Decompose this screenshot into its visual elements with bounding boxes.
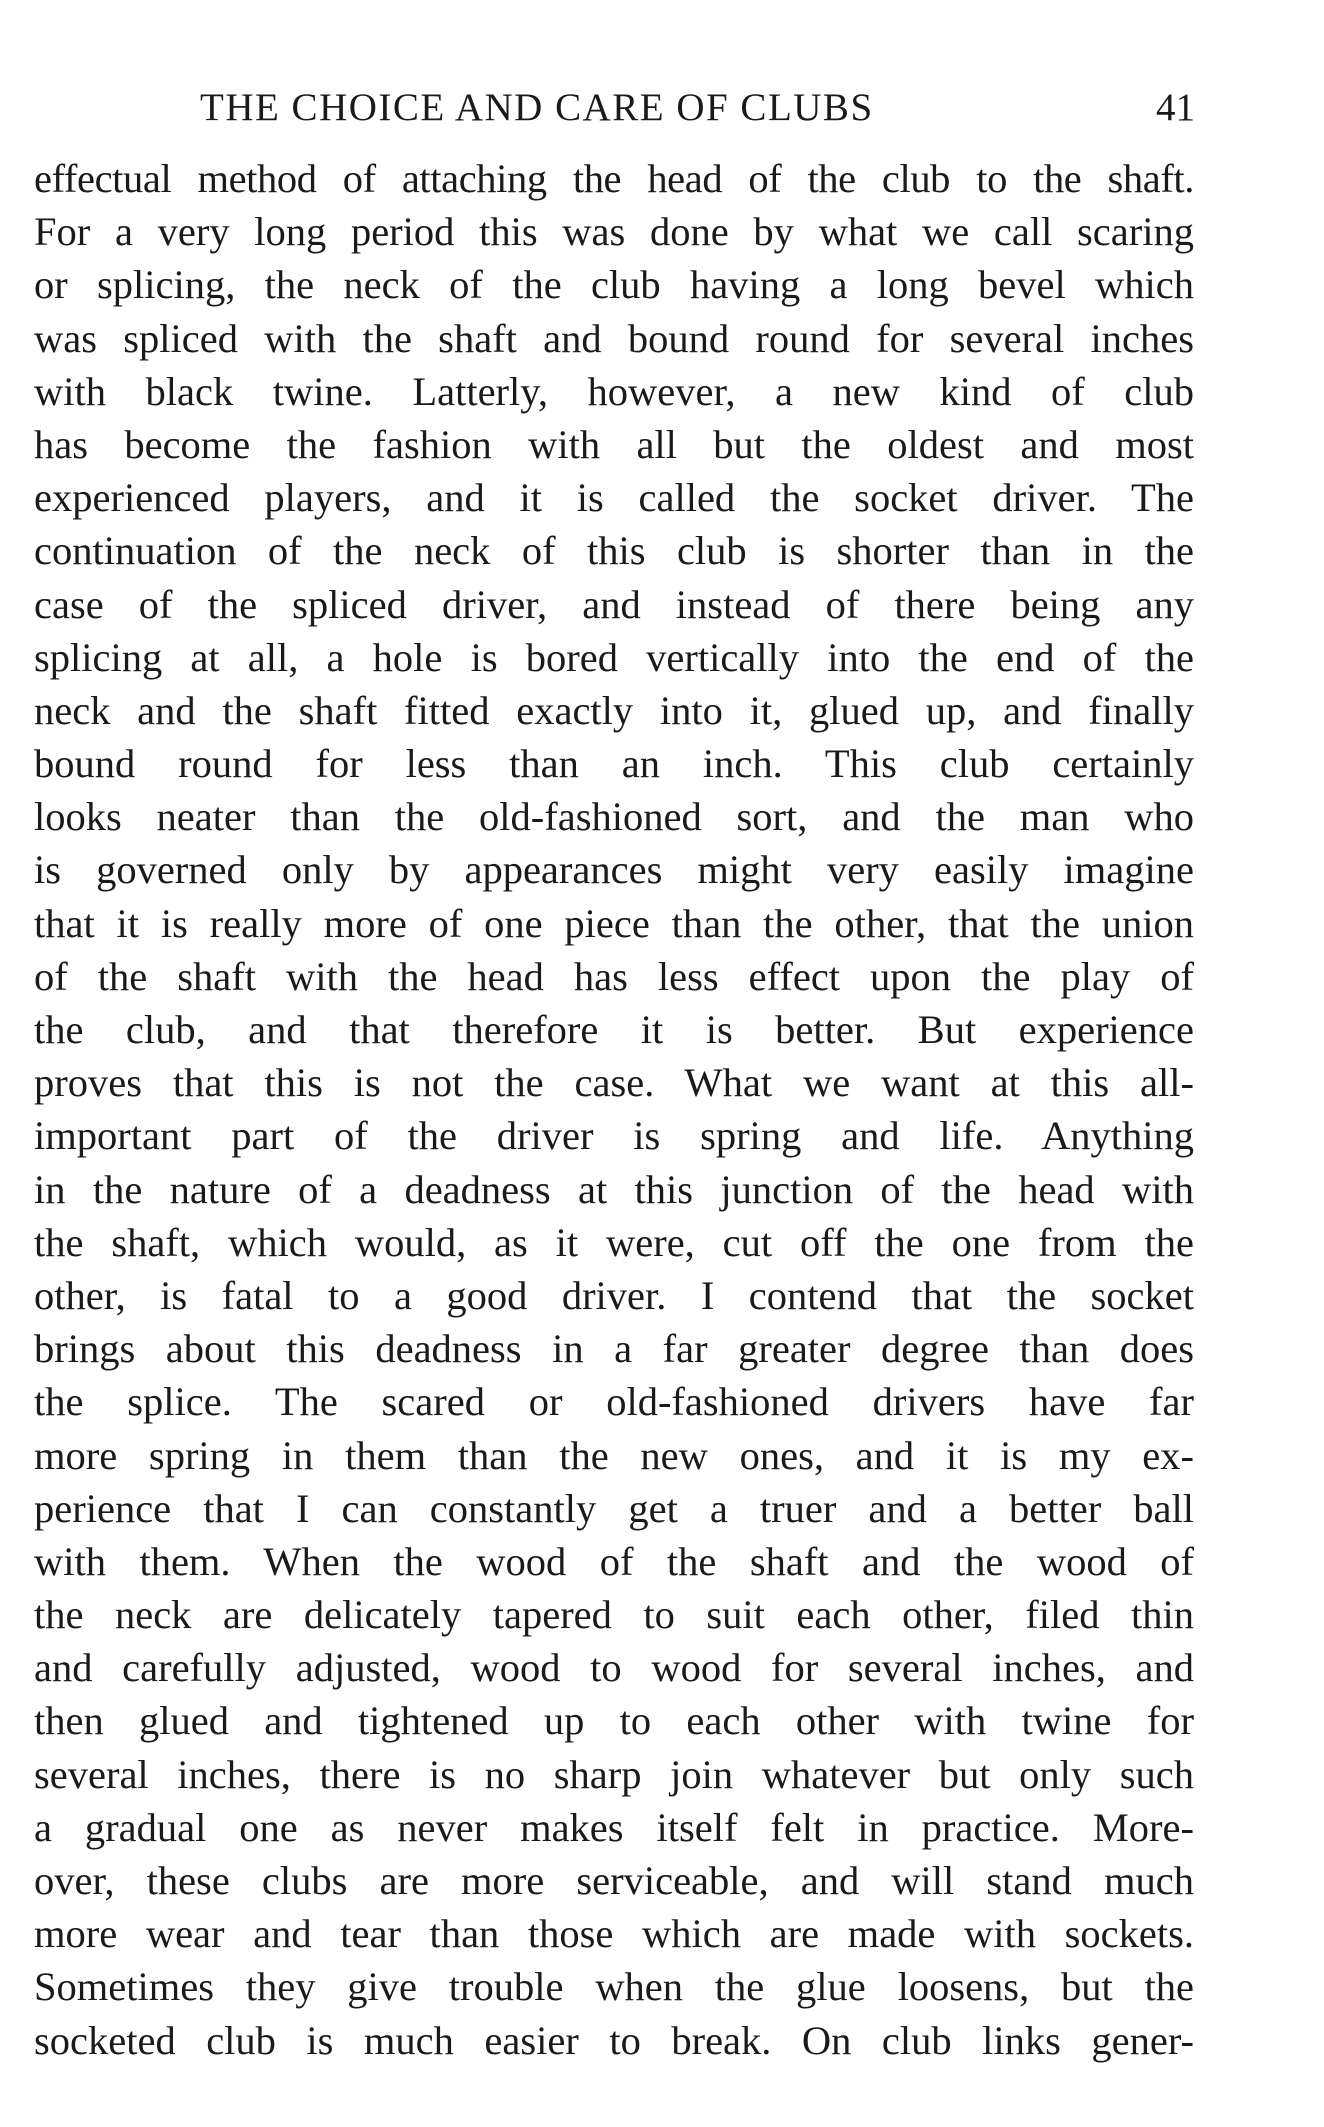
page-number: 41 xyxy=(1156,86,1195,129)
text-line: perience that I can constantly get a truer and a better ball xyxy=(34,1485,1194,1531)
text-line: the neck are delicately tapered to suit each other, filed thin xyxy=(34,1592,1194,1638)
text-line: has become the fashion with all but the oldest and most xyxy=(34,421,1194,467)
text-line: with black twine. Latterly, however, a new kind of club xyxy=(34,368,1194,414)
text-line: other, is fatal to a good driver. I contend that the socket xyxy=(34,1272,1194,1318)
text-line: proves that this is not the case. What we want at this all- xyxy=(34,1060,1194,1106)
text-line: with them. When the wood of the shaft and the wood of xyxy=(34,1538,1194,1584)
text-line: important part of the driver is spring and life. Anything xyxy=(34,1113,1194,1159)
text-line: effectual method of attaching the head of the club to the shaft. xyxy=(34,156,1194,201)
text-line: the club, and that therefore it is better. But experience xyxy=(34,1007,1194,1052)
text-line: is governed only by appearances might very easily imagine xyxy=(34,847,1194,893)
text-line: Sometimes they give trouble when the glue loosens, but the xyxy=(34,1964,1194,2010)
running-head xyxy=(200,78,1195,138)
body-text xyxy=(34,152,1194,2067)
text-line: the shaft, which would, as it were, cut off the one from the xyxy=(34,1219,1194,1265)
text-line: For a very long period this was done by what we call scaring xyxy=(34,209,1194,255)
text-line: continuation of the neck of this club is shorter than in the xyxy=(34,528,1194,574)
text-line: or splicing, the neck of the club having a long bevel which xyxy=(34,262,1194,308)
text-line: in the nature of a deadness at this junction of the head with xyxy=(34,1166,1194,1212)
text-line: and carefully adjusted, wood to wood for several inches, and xyxy=(34,1645,1194,1691)
text-line: bound round for less than an inch. This club certainly xyxy=(34,741,1194,787)
text-line: case of the spliced driver, and instead of there being any xyxy=(34,581,1194,627)
text-line: over, these clubs are more serviceable, and will stand much xyxy=(34,1858,1194,1903)
text-line: socketed club is much easier to break. On club links gener- xyxy=(34,2017,1194,2063)
text-line: a gradual one as never makes itself felt in practice. More- xyxy=(34,1804,1194,1850)
text-line: then glued and tightened up to each other with twine for xyxy=(34,1698,1194,1744)
text-line: more spring in them than the new ones, and it is my ex- xyxy=(34,1432,1194,1478)
text-line: the splice. The scared or old-fashioned drivers have far xyxy=(34,1379,1194,1425)
text-line: that it is really more of one piece than the other, that the union xyxy=(34,900,1194,946)
text-line: neck and the shaft fitted exactly into it, glued up, and finally xyxy=(34,687,1194,733)
text-line: looks neater than the old-fashioned sort, and the man who xyxy=(34,794,1194,840)
running-title: THE CHOICE AND CARE OF CLUBS xyxy=(200,86,874,129)
text-line: splicing at all, a hole is bored vertically into the end of the xyxy=(34,634,1194,680)
text-line: was spliced with the shaft and bound round for several inches xyxy=(34,315,1194,361)
text-line: several inches, there is no sharp join whatever but only such xyxy=(34,1751,1194,1797)
text-line: of the shaft with the head has less effect upon the play of xyxy=(34,953,1194,999)
text-line: more wear and tear than those which are made with sockets. xyxy=(34,1911,1194,1957)
text-line: experienced players, and it is called the socket driver. The xyxy=(34,475,1194,521)
text-line: brings about this deadness in a far greater degree than does xyxy=(34,1326,1194,1372)
